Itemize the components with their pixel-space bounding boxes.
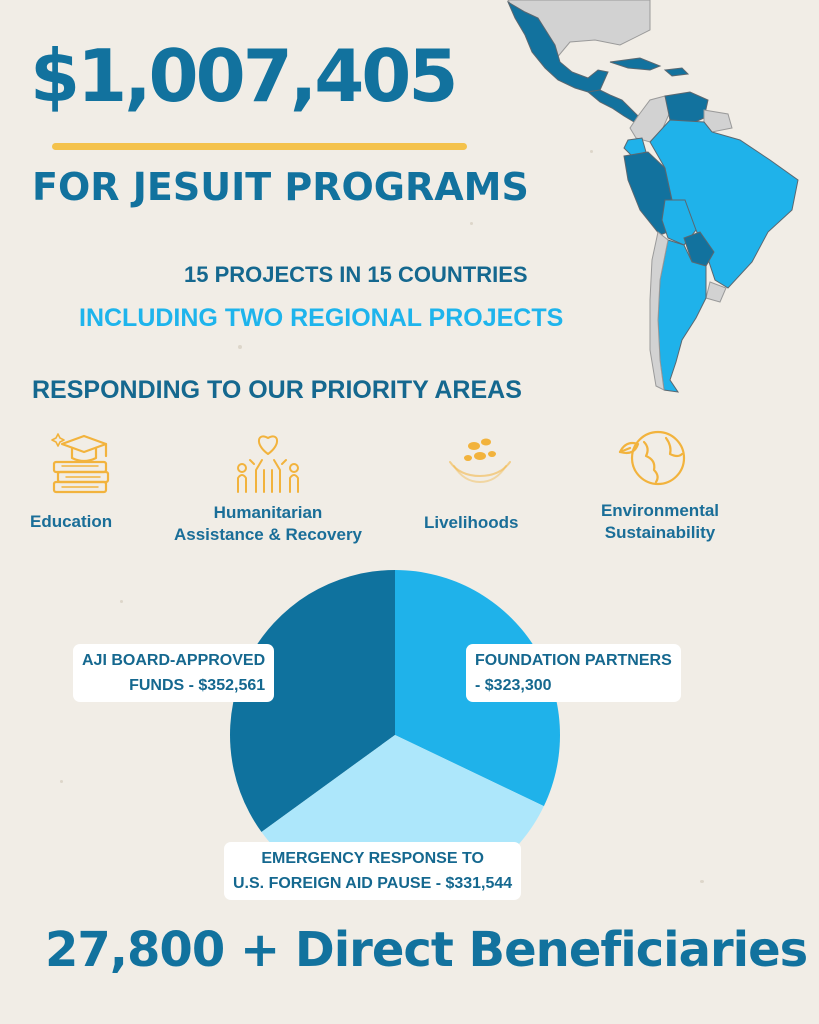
callout-aji-board-line1: AJI BOARD-APPROVED bbox=[82, 652, 266, 669]
total-amount: $1,007,405 bbox=[30, 34, 456, 118]
callout-foundation-line2: - $323,300 bbox=[475, 677, 552, 694]
area-label-humanitarian-text: Humanitarian Assistance & Recovery bbox=[173, 503, 363, 544]
callout-emergency-line2: U.S. FOREIGN AID PAUSE - $331,544 bbox=[233, 875, 513, 892]
area-label-livelihoods: Livelihoods bbox=[424, 513, 519, 532]
callout-aji-board bbox=[73, 644, 274, 702]
regional-projects-text: INCLUDING TWO REGIONAL PROJECTS bbox=[79, 304, 564, 332]
callout-emergency bbox=[224, 842, 521, 900]
callout-aji-board-line2: FUNDS - $352,561 bbox=[129, 677, 266, 694]
callout-foundation bbox=[466, 644, 681, 702]
priority-areas-heading: RESPONDING TO OUR PRIORITY AREAS bbox=[32, 376, 522, 404]
headline-subtitle: FOR JESUIT PROGRAMS bbox=[32, 165, 529, 209]
area-label-environmental-text: Environmental Sustainability bbox=[600, 501, 720, 542]
area-label-education: Education bbox=[30, 512, 113, 531]
callout-foundation-line1: FOUNDATION PARTNERS bbox=[475, 652, 672, 669]
callout-emergency-line1: EMERGENCY RESPONSE TO bbox=[261, 850, 484, 867]
projects-count-text: 15 PROJECTS IN 15 COUNTRIES bbox=[184, 262, 528, 287]
beneficiaries-total: 27,800 + Direct Beneficiaries bbox=[45, 922, 808, 978]
